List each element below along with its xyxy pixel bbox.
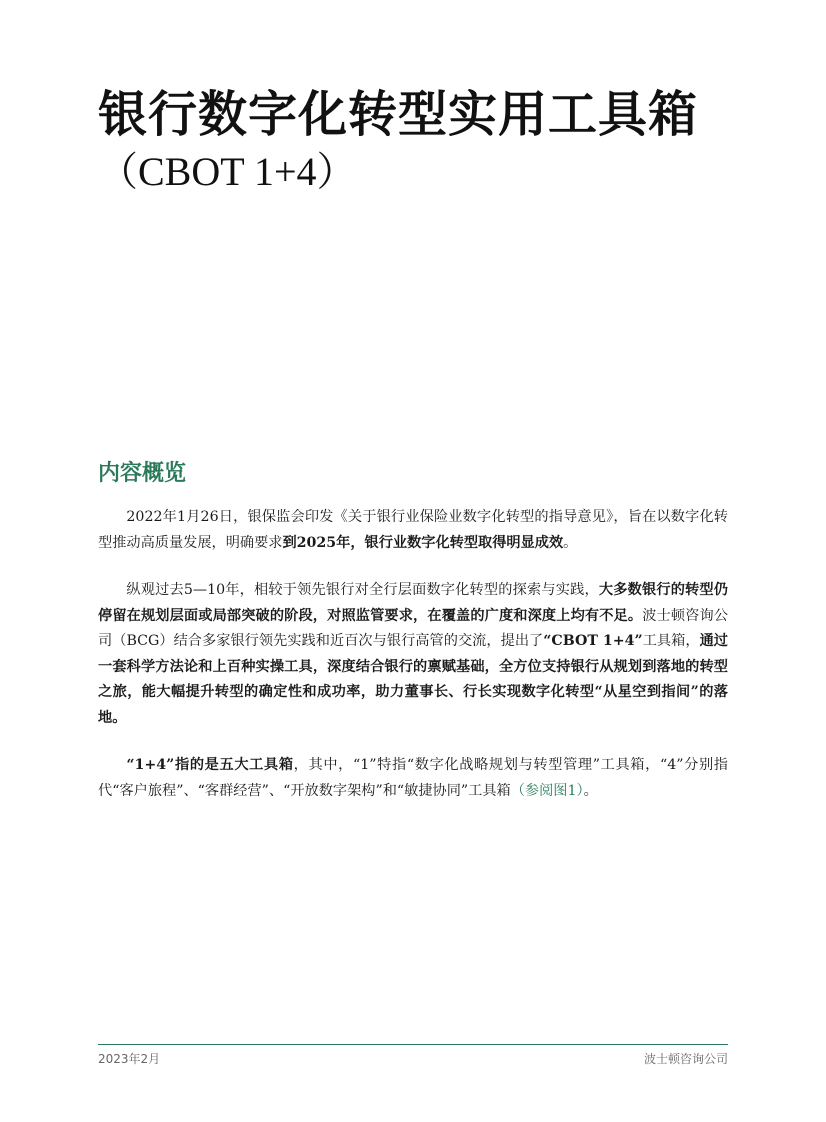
section-heading: 内容概览	[98, 460, 187, 486]
footer-divider	[98, 1044, 728, 1045]
p2-bold-2: “CBOT 1+4”	[543, 633, 643, 649]
p1-text-2: 。	[563, 534, 578, 551]
paragraph-3	[98, 753, 728, 804]
body-text	[98, 505, 728, 826]
p2-bold-1: 大多数银行的转型仍停留在规划层面或局部突破的阶段，对照监管要求，在覆盖的广度和深度上均有不足。	[98, 582, 728, 624]
footer-company: 波士顿咨询公司	[643, 1052, 728, 1066]
document-title: 银行数字化转型实用工具箱	[98, 85, 699, 143]
p3-text-1: ，其中，“1”特指“数字化战略规划与转型管理”工具箱，“4”分别指代“客户旅程”、“客群经营”、“开放数字架构”和“敏捷协同”工具箱	[98, 757, 728, 799]
p2-text-2: 波士顿咨询公司（BCG）结合多家银行领先实践和近百次与银行高管的交流，提出了	[98, 607, 728, 649]
p1-text-1: 2022年1月26日，银保监会印发《关于银行业保险业数字化转型的指导意见》，旨在以数字化转型推动高质量发展，明确要求	[98, 509, 728, 551]
footer-date: 2023年2月	[98, 1052, 161, 1066]
p2-text-3: 工具箱，	[642, 633, 700, 649]
document-subtitle: （CBOT 1+4）	[98, 149, 357, 194]
figure-reference-link[interactable]: （参阅图1）	[510, 782, 584, 799]
paragraph-2	[98, 578, 728, 731]
p1-bold-1: 到2025年，银行业数字化转型取得明显成效	[282, 534, 564, 551]
p2-text-1: 纵观过去5—10年，相较于领先银行对全行层面数字化转型的探索与实践，	[126, 582, 599, 598]
p3-bold-1: “1+4”指的是五大工具箱	[126, 757, 294, 773]
p2-bold-3: 通过一套科学方法论和上百种实操工具，深度结合银行的禀赋基础，全方位支持银行从规划到落地的转型之旅，能大幅提升转型的确定性和成功率，助力董事长、行长实现数字化转型“从星空到指间”的落地。	[98, 633, 728, 726]
p3-text-2: 。	[583, 782, 598, 799]
paragraph-1	[98, 505, 728, 556]
